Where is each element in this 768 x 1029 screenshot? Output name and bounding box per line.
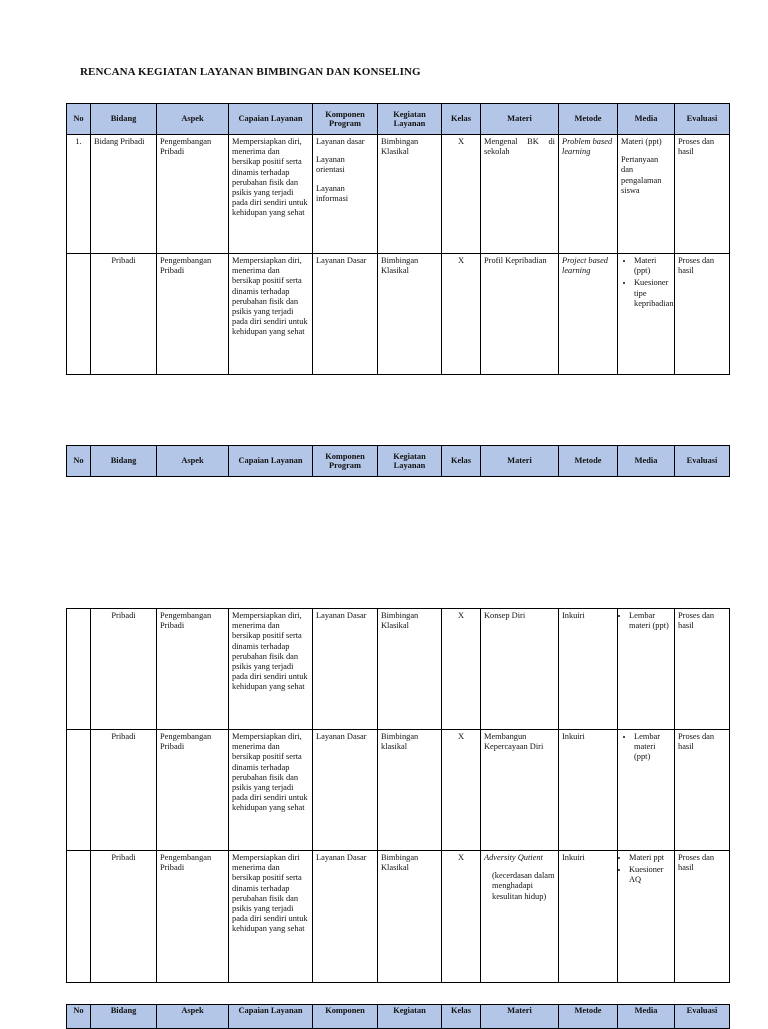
header-no: No	[67, 104, 91, 135]
cell-kelas: X	[442, 254, 481, 375]
table-row	[67, 254, 730, 375]
header-metode: Metode	[559, 1005, 618, 1029]
cell-komponen: Layanan Dasar	[313, 851, 378, 983]
materi-note: (kecerdasan dalam menghadapi kesulitan hidup)	[492, 871, 555, 901]
cell-materi: Membangun Kepercayaan Diri	[481, 730, 559, 851]
cell-capaian: Mempersiapkan diri menerima dan bersikap positif serta dinamis terhadap perubahan fisik dan psikis yang terjadi pada diri sendiri untuk kehidupan yang sehat	[229, 851, 313, 983]
komponen-item: Layanan dasar	[316, 137, 365, 146]
header-kegiatan: Kegiatan	[378, 1005, 442, 1029]
cell-aspek: Pengembangan Pribadi	[157, 609, 229, 730]
cell-materi: Profil Kepribadian	[481, 254, 559, 375]
media-item: • Kuesioner tipe kepribadian	[634, 278, 671, 309]
header-aspek: Aspek	[157, 1005, 229, 1029]
cell-evaluasi: Proses dan hasil	[675, 254, 730, 375]
cell-materi: Mengenal BK di sekolah	[481, 135, 559, 254]
header-aspek: Aspek	[157, 104, 229, 135]
cell-metode: Inkuiri	[559, 730, 618, 851]
header-no: No	[67, 446, 91, 477]
table-row	[67, 851, 730, 983]
header-kegiatan: Kegiatan Layanan	[378, 446, 442, 477]
cell-bidang: Pribadi	[91, 730, 157, 851]
cell-materi	[481, 851, 559, 983]
header-komponen: Komponen Program	[313, 446, 378, 477]
cell-materi: Konsep Diri	[481, 609, 559, 730]
header-kelas: Kelas	[442, 1005, 481, 1029]
header-capaian: Capaian Layanan	[229, 104, 313, 135]
header-kelas: Kelas	[442, 104, 481, 135]
document-title: RENCANA KEGIATAN LAYANAN BIMBINGAN DAN KONSELING	[80, 66, 421, 78]
cell-kegiatan: Bimbingan Klasikal	[378, 135, 442, 254]
cell-metode: Inkuiri	[559, 851, 618, 983]
cell-aspek: Pengembangan Pribadi	[157, 135, 229, 254]
cell-kegiatan: Bimbingan klasikal	[378, 730, 442, 851]
header-kegiatan: Kegiatan Layanan	[378, 104, 442, 135]
header-metode: Metode	[559, 446, 618, 477]
header-kelas: Kelas	[442, 446, 481, 477]
header-aspek: Aspek	[157, 446, 229, 477]
media-item: Materi (ppt)	[621, 137, 662, 146]
header-materi: Materi	[481, 1005, 559, 1029]
cell-komponen: Layanan Dasar	[313, 609, 378, 730]
cell-evaluasi: Proses dan hasil	[675, 135, 730, 254]
table-header-row	[67, 446, 730, 477]
cell-no	[67, 254, 91, 375]
header-evaluasi: Evaluasi	[675, 1005, 730, 1029]
cell-komponen: Layanan Dasar	[313, 730, 378, 851]
cell-aspek: Pengembangan Pribadi	[157, 254, 229, 375]
cell-komponen	[313, 135, 378, 254]
header-materi: Materi	[481, 104, 559, 135]
cell-kegiatan: Bimbingan Klasikal	[378, 851, 442, 983]
header-no: No	[67, 1005, 91, 1029]
komponen-item: Layanan orientasi	[316, 155, 345, 175]
cell-bidang: Pribadi	[91, 254, 157, 375]
header-media: Media	[618, 104, 675, 135]
cell-kelas: X	[442, 609, 481, 730]
header-komponen: Komponen Program	[313, 104, 378, 135]
header-media: Media	[618, 1005, 675, 1029]
cell-evaluasi: Proses dan hasil	[675, 851, 730, 983]
cell-kegiatan: Bimbingan Klasikal	[378, 609, 442, 730]
media-item: • Lembar materi (ppt)	[629, 611, 671, 631]
cell-evaluasi: Proses dan hasil	[675, 730, 730, 851]
header-evaluasi: Evaluasi	[675, 104, 730, 135]
table-row	[67, 135, 730, 254]
cell-capaian: Mempersiapkan diri, menerima dan bersikap positif serta dinamis terhadap perubahan fisik dan psikis yang terjadi pada diri sendiri untuk kehidupan yang sehat	[229, 254, 313, 375]
table-header-row	[67, 1005, 730, 1029]
cell-kelas: X	[442, 135, 481, 254]
cell-media	[618, 730, 675, 851]
cell-no	[67, 851, 91, 983]
table-header-row	[67, 104, 730, 135]
header-evaluasi: Evaluasi	[675, 446, 730, 477]
cell-media	[618, 851, 675, 983]
cell-metode: Inkuiri	[559, 609, 618, 730]
cell-no: 1.	[67, 135, 91, 254]
media-item: • Materi ppt	[629, 853, 671, 863]
cell-capaian: Mempersiapkan diri, menerima dan bersikap positif serta dinamis terhadap perubahan fisik dan psikis yang terjadi pada diri sendiri untuk kehidupan yang sehat	[229, 135, 313, 254]
activity-plan-table-2	[66, 445, 730, 477]
header-capaian: Capaian Layanan	[229, 446, 313, 477]
cell-no	[67, 730, 91, 851]
media-item: Pertanyaan dan pengalaman siswa	[621, 155, 662, 195]
header-komponen: Komponen	[313, 1005, 378, 1029]
header-media: Media	[618, 446, 675, 477]
cell-komponen: Layanan Dasar	[313, 254, 378, 375]
activity-plan-table-4	[66, 1004, 730, 1029]
header-materi: Materi	[481, 446, 559, 477]
table-row	[67, 609, 730, 730]
media-item: • Kuesioner AQ	[629, 865, 671, 885]
cell-metode: Project based learning	[559, 254, 618, 375]
cell-capaian: Mempersiapkan diri, menerima dan bersikap positif serta dinamis terhadap perubahan fisik dan psikis yang terjadi pada diri sendiri untuk kehidupan yang sehat	[229, 609, 313, 730]
cell-aspek: Pengembangan Pribadi	[157, 851, 229, 983]
media-item: • Lembar materi (ppt)	[634, 732, 671, 763]
activity-plan-table-3	[66, 608, 730, 983]
cell-bidang: Bidang Pribadi	[91, 135, 157, 254]
header-bidang: Bidang	[91, 446, 157, 477]
cell-media	[618, 135, 675, 254]
header-bidang: Bidang	[91, 104, 157, 135]
materi-title: Adversity Qutient	[484, 853, 543, 862]
cell-bidang: Pribadi	[91, 851, 157, 983]
table-row	[67, 730, 730, 851]
cell-media	[618, 254, 675, 375]
cell-kegiatan: Bimbingan Klasikal	[378, 254, 442, 375]
cell-no	[67, 609, 91, 730]
activity-plan-table-1	[66, 103, 730, 375]
cell-media	[618, 609, 675, 730]
media-item: • Materi (ppt)	[634, 256, 671, 276]
cell-kelas: X	[442, 851, 481, 983]
header-metode: Metode	[559, 104, 618, 135]
komponen-item: Layanan informasi	[316, 183, 349, 203]
header-bidang: Bidang	[91, 1005, 157, 1029]
cell-metode: Problem based learning	[559, 135, 618, 254]
cell-kelas: X	[442, 730, 481, 851]
cell-aspek: Pengembangan Pribadi	[157, 730, 229, 851]
header-capaian: Capaian Layanan	[229, 1005, 313, 1029]
cell-bidang: Pribadi	[91, 609, 157, 730]
cell-capaian: Mempersiapkan diri, menerima dan bersikap positif serta dinamis terhadap perubahan fisik dan psikis yang terjadi pada diri sendiri untuk kehidupan yang sehat	[229, 730, 313, 851]
cell-evaluasi: Proses dan hasil	[675, 609, 730, 730]
